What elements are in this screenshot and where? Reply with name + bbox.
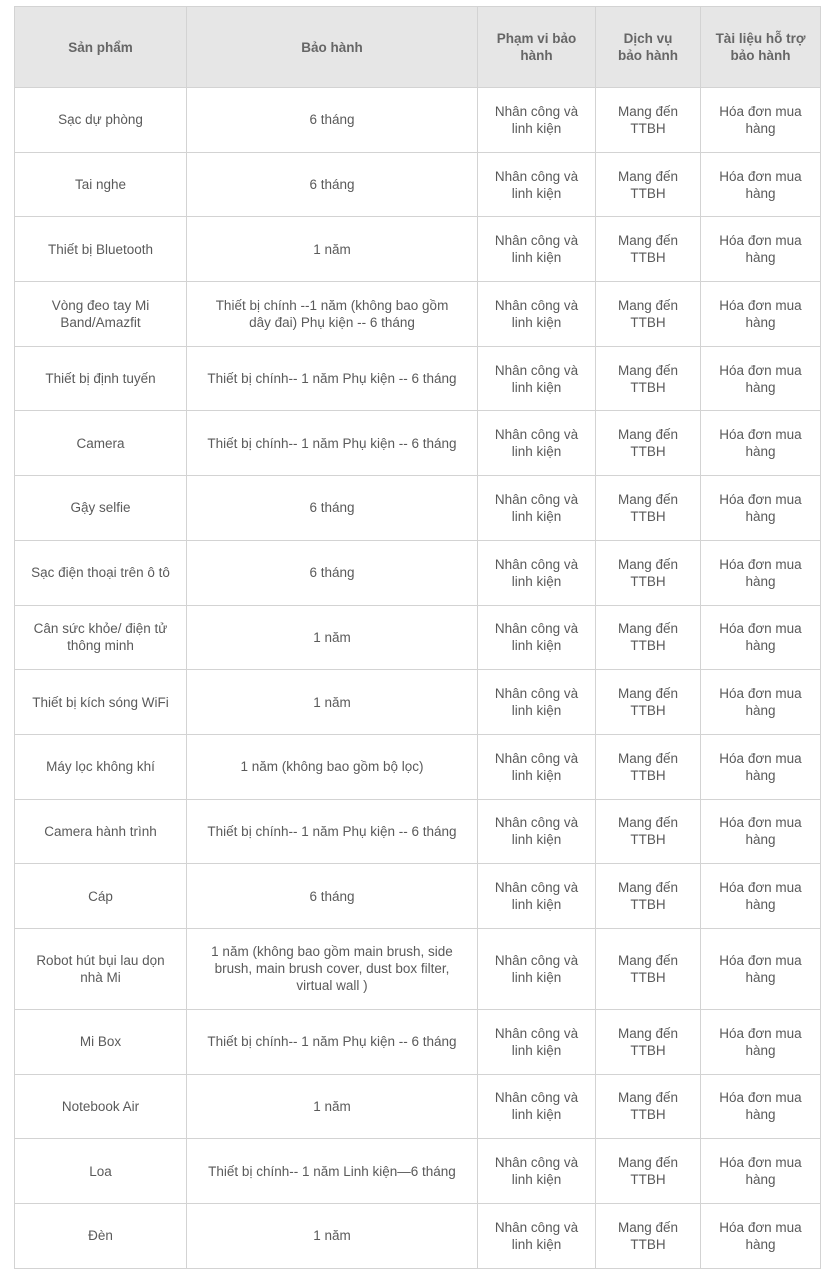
cell-warranty: 6 tháng (187, 152, 478, 217)
header-warranty-service: Dịch vụ bảo hành (596, 7, 701, 88)
cell-warranty-documents: Hóa đơn mua hàng (701, 670, 821, 735)
cell-warranty-scope: Nhân công và linh kiện (478, 88, 596, 153)
table-row (15, 928, 821, 1009)
table-row (15, 670, 821, 735)
cell-warranty: 6 tháng (187, 476, 478, 541)
cell-warranty-documents: Hóa đơn mua hàng (701, 799, 821, 864)
cell-warranty: 1 năm (không bao gồm bộ lọc) (187, 734, 478, 799)
cell-warranty-service: Mang đến TTBH (596, 1139, 701, 1204)
cell-warranty: 6 tháng (187, 88, 478, 153)
cell-warranty-scope: Nhân công và linh kiện (478, 928, 596, 1009)
cell-product: Máy lọc không khí (15, 734, 187, 799)
table-row (15, 152, 821, 217)
cell-warranty-service: Mang đến TTBH (596, 540, 701, 605)
cell-warranty-scope: Nhân công và linh kiện (478, 217, 596, 282)
cell-product: Camera hành trình (15, 799, 187, 864)
cell-warranty-documents: Hóa đơn mua hàng (701, 88, 821, 153)
cell-warranty-documents: Hóa đơn mua hàng (701, 1009, 821, 1074)
cell-warranty: 1 năm (187, 217, 478, 282)
cell-product: Sạc điện thoại trên ô tô (15, 540, 187, 605)
cell-product: Camera (15, 411, 187, 476)
cell-product: Thiết bị Bluetooth (15, 217, 187, 282)
cell-warranty-service: Mang đến TTBH (596, 152, 701, 217)
cell-warranty-scope: Nhân công và linh kiện (478, 411, 596, 476)
cell-warranty-scope: Nhân công và linh kiện (478, 346, 596, 411)
cell-warranty-service: Mang đến TTBH (596, 605, 701, 670)
cell-product: Thiết bị kích sóng WiFi (15, 670, 187, 735)
cell-warranty-scope: Nhân công và linh kiện (478, 670, 596, 735)
cell-warranty-scope: Nhân công và linh kiện (478, 799, 596, 864)
cell-warranty-documents: Hóa đơn mua hàng (701, 1139, 821, 1204)
cell-product: Cáp (15, 864, 187, 929)
table-row (15, 346, 821, 411)
cell-warranty-service: Mang đến TTBH (596, 1009, 701, 1074)
cell-warranty-service: Mang đến TTBH (596, 217, 701, 282)
cell-warranty-scope: Nhân công và linh kiện (478, 1204, 596, 1269)
cell-warranty-service: Mang đến TTBH (596, 1074, 701, 1139)
cell-warranty: Thiết bị chính-- 1 năm Phụ kiện -- 6 tháng (187, 346, 478, 411)
cell-warranty: 1 năm (187, 1204, 478, 1269)
cell-product: Vòng đeo tay Mi Band/Amazfit (15, 282, 187, 347)
cell-warranty-documents: Hóa đơn mua hàng (701, 346, 821, 411)
table-row (15, 1204, 821, 1269)
cell-warranty: 1 năm (187, 605, 478, 670)
cell-warranty: Thiết bị chính-- 1 năm Linh kiện—6 tháng (187, 1139, 478, 1204)
cell-warranty-documents: Hóa đơn mua hàng (701, 864, 821, 929)
table-row (15, 411, 821, 476)
cell-warranty-scope: Nhân công và linh kiện (478, 864, 596, 929)
cell-warranty-service: Mang đến TTBH (596, 411, 701, 476)
cell-product: Mi Box (15, 1009, 187, 1074)
cell-warranty-documents: Hóa đơn mua hàng (701, 152, 821, 217)
header-warranty-scope: Phạm vi bảo hành (478, 7, 596, 88)
cell-warranty-service: Mang đến TTBH (596, 734, 701, 799)
cell-warranty-documents: Hóa đơn mua hàng (701, 1074, 821, 1139)
table-row (15, 217, 821, 282)
cell-product: Sạc dự phòng (15, 88, 187, 153)
cell-warranty: 1 năm (187, 1074, 478, 1139)
cell-warranty-scope: Nhân công và linh kiện (478, 734, 596, 799)
cell-warranty-documents: Hóa đơn mua hàng (701, 217, 821, 282)
table-row (15, 282, 821, 347)
table-row (15, 1009, 821, 1074)
cell-warranty-documents: Hóa đơn mua hàng (701, 411, 821, 476)
cell-warranty-documents: Hóa đơn mua hàng (701, 605, 821, 670)
table-row (15, 88, 821, 153)
header-warranty: Bảo hành (187, 7, 478, 88)
cell-warranty-service: Mang đến TTBH (596, 670, 701, 735)
cell-warranty-service: Mang đến TTBH (596, 346, 701, 411)
cell-warranty-service: Mang đến TTBH (596, 928, 701, 1009)
table-row (15, 734, 821, 799)
header-warranty-documents: Tài liệu hỗ trợ bảo hành (701, 7, 821, 88)
cell-warranty-documents: Hóa đơn mua hàng (701, 1204, 821, 1269)
table-row (15, 476, 821, 541)
warranty-table (14, 6, 821, 1269)
table-row (15, 1074, 821, 1139)
cell-warranty-documents: Hóa đơn mua hàng (701, 734, 821, 799)
cell-warranty: Thiết bị chính --1 năm (không bao gồm dây đai) Phụ kiện -- 6 tháng (187, 282, 478, 347)
cell-warranty-scope: Nhân công và linh kiện (478, 152, 596, 217)
table-row (15, 605, 821, 670)
cell-warranty-scope: Nhân công và linh kiện (478, 282, 596, 347)
cell-product: Cân sức khỏe/ điện tử thông minh (15, 605, 187, 670)
cell-product: Tai nghe (15, 152, 187, 217)
cell-warranty: 6 tháng (187, 864, 478, 929)
cell-warranty-scope: Nhân công và linh kiện (478, 1139, 596, 1204)
header-product: Sản phẩm (15, 7, 187, 88)
cell-warranty: Thiết bị chính-- 1 năm Phụ kiện -- 6 tháng (187, 799, 478, 864)
cell-warranty-documents: Hóa đơn mua hàng (701, 928, 821, 1009)
cell-warranty-documents: Hóa đơn mua hàng (701, 540, 821, 605)
cell-product: Loa (15, 1139, 187, 1204)
cell-product: Notebook Air (15, 1074, 187, 1139)
table-row (15, 799, 821, 864)
cell-warranty-service: Mang đến TTBH (596, 1204, 701, 1269)
cell-warranty: Thiết bị chính-- 1 năm Phụ kiện -- 6 tháng (187, 1009, 478, 1074)
cell-warranty-scope: Nhân công và linh kiện (478, 540, 596, 605)
cell-warranty: 1 năm (187, 670, 478, 735)
cell-warranty-service: Mang đến TTBH (596, 282, 701, 347)
cell-warranty-service: Mang đến TTBH (596, 88, 701, 153)
cell-warranty-service: Mang đến TTBH (596, 864, 701, 929)
cell-warranty: Thiết bị chính-- 1 năm Phụ kiện -- 6 tháng (187, 411, 478, 476)
cell-product: Đèn (15, 1204, 187, 1269)
table-row (15, 864, 821, 929)
table-header-row (15, 7, 821, 88)
cell-product: Robot hút bụi lau dọn nhà Mi (15, 928, 187, 1009)
cell-warranty-scope: Nhân công và linh kiện (478, 1009, 596, 1074)
cell-product: Gậy selfie (15, 476, 187, 541)
table-body (15, 88, 821, 1269)
cell-warranty-service: Mang đến TTBH (596, 476, 701, 541)
cell-warranty-scope: Nhân công và linh kiện (478, 476, 596, 541)
warranty-table-container (14, 6, 820, 1269)
cell-warranty-documents: Hóa đơn mua hàng (701, 476, 821, 541)
cell-warranty-documents: Hóa đơn mua hàng (701, 282, 821, 347)
table-row (15, 540, 821, 605)
cell-warranty-scope: Nhân công và linh kiện (478, 1074, 596, 1139)
cell-warranty-service: Mang đến TTBH (596, 799, 701, 864)
cell-warranty: 1 năm (không bao gồm main brush, side brush, main brush cover, dust box filter, virtual wall ) (187, 928, 478, 1009)
cell-warranty-scope: Nhân công và linh kiện (478, 605, 596, 670)
cell-warranty: 6 tháng (187, 540, 478, 605)
table-row (15, 1139, 821, 1204)
cell-product: Thiết bị định tuyến (15, 346, 187, 411)
